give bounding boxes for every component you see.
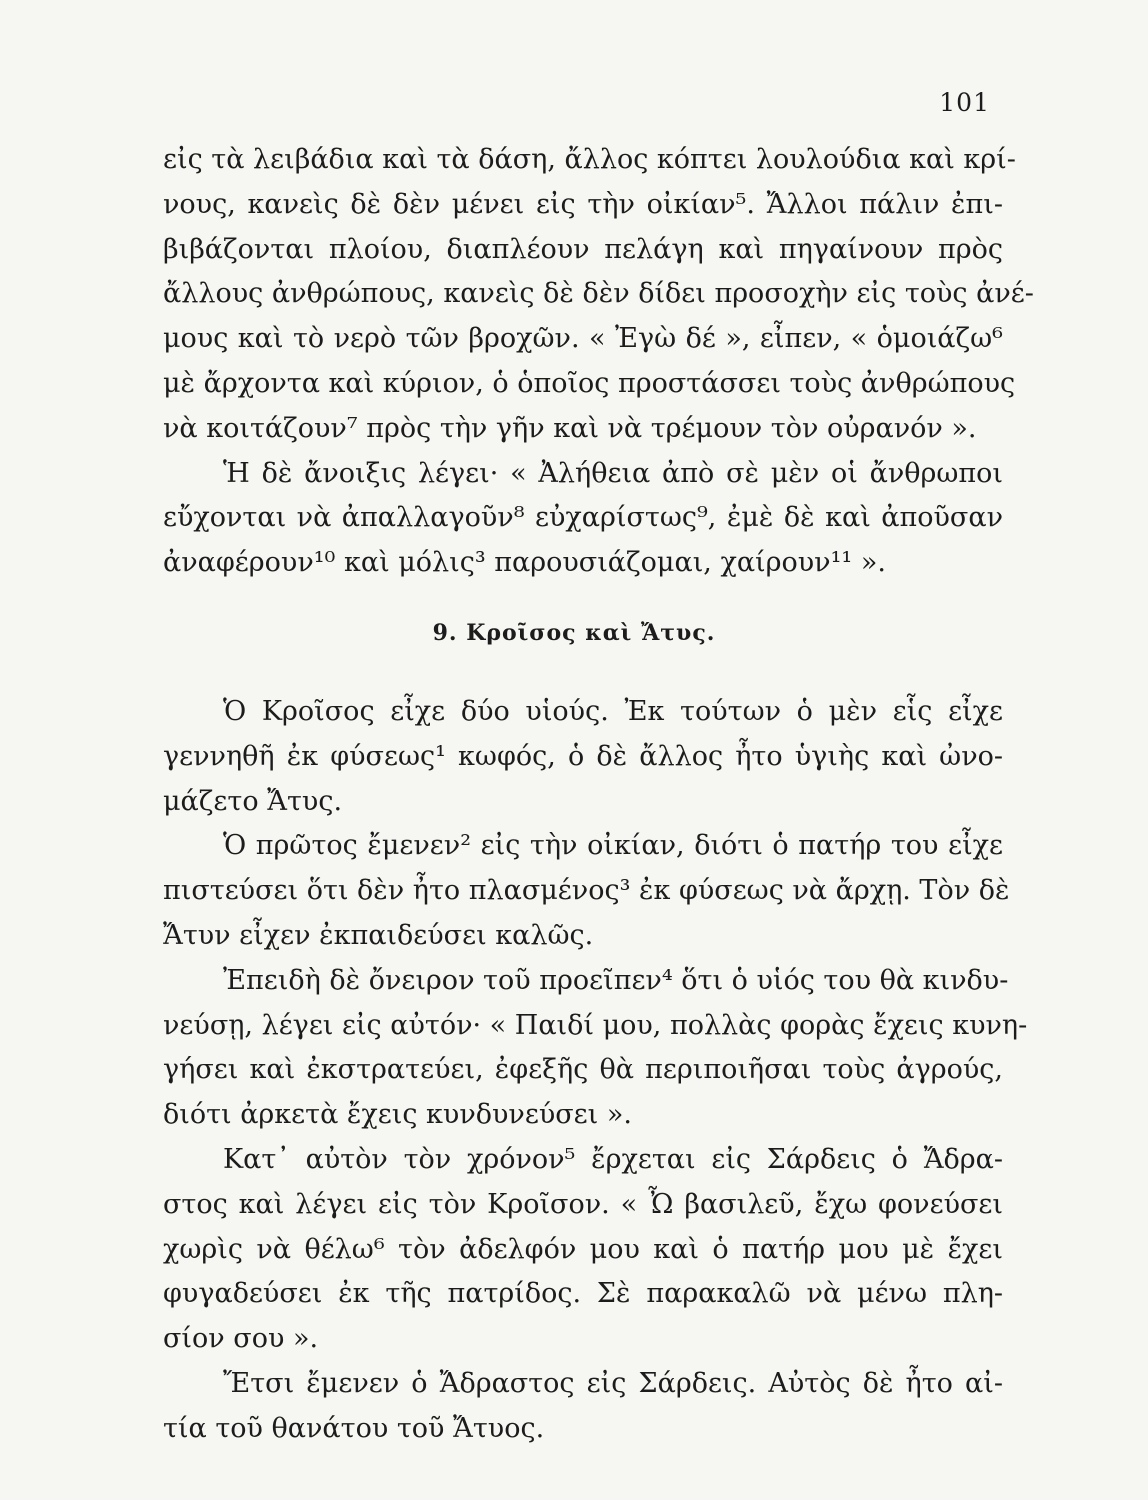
text-line: μάζετο Ἄτυς. <box>163 785 343 817</box>
text-line: στος καὶ λέγει εἰς τὸν Κροῖσον. « Ὦ βασιλεῦ, ἔχω φονεύσει <box>163 1188 1003 1220</box>
text-line: γήσει καὶ ἐκστρατεύει, ἐφεξῆς θὰ περιποιῆσαι τοὺς ἀγρούς, <box>163 1054 1003 1086</box>
text-line: μὲ ἄρχοντα καὶ κύριον, ὁ ὁποῖος προστάσσει τοὺς ἀνθρώπους <box>163 367 1016 399</box>
text-block-2 <box>163 690 1028 1452</box>
text-line: νεύσῃ, λέγει εἰς αὐτόν· « Παιδί μου, πολλὰς φορὰς ἔχεις κυνη- <box>163 1009 1028 1041</box>
text-line: βιβάζονται πλοίου, διαπλέουν πελάγη καὶ πηγαίνουν πρὸς <box>163 233 1003 265</box>
text-line: εὔχονται νὰ ἀπαλλαγοῦν⁸ εὐχαρίστως⁹, ἐμὲ δὲ καὶ ἀποῦσαν <box>163 502 1003 534</box>
text-line: νὰ κοιτάζουν⁷ πρὸς τὴν γῆν καὶ νὰ τρέμουν τὸν οὐρανόν ». <box>163 412 977 444</box>
section-heading: 9. Κροῖσος καὶ Ἄτυς. <box>432 620 716 646</box>
text-block-1 <box>163 138 1034 586</box>
text-line: εἰς τὰ λειβάδια καὶ τὰ δάση, ἄλλος κόπτει λουλούδια καὶ κρί- <box>163 144 1016 175</box>
text-line: νους, κανεὶς δὲ δὲν μένει εἰς τὴν οἰκίαν⁵. Ἄλλοι πάλιν ἐπι- <box>163 188 1003 220</box>
text-line: διότι ἀρκετὰ ἔχεις κυνδυνεύσει ». <box>163 1099 632 1131</box>
text-line: μους καὶ τὸ νερὸ τῶν βροχῶν. « Ἐγὼ δέ », εἶπεν, « ὁμοιάζω⁶ <box>163 323 1003 355</box>
text-line: Ἡ δὲ ἄνοιξις λέγει· « Ἀλήθεια ἀπὸ σὲ μὲν οἱ ἄνθρωποι <box>223 457 1003 489</box>
text-line: ἄλλους ἀνθρώπους, κανεὶς δὲ δὲν δίδει προσοχὴν εἰς τοὺς ἀνέ- <box>163 278 1034 310</box>
text-line: Ἔτσι ἔμενεν ὁ Ἄδραστος εἰς Σάρδεις. Αὐτὸς δὲ ἦτο αἰ- <box>223 1367 1003 1399</box>
text-line: σίον σου ». <box>163 1323 319 1355</box>
text-line: τία τοῦ θανάτου τοῦ Ἄτυος. <box>163 1412 545 1444</box>
text-line: φυγαδεύσει ἐκ τῆς πατρίδος. Σὲ παρακαλῶ νὰ μένω πλη- <box>163 1278 1003 1310</box>
text-line: Ἄτυν εἶχεν ἐκπαιδεύσει καλῶς. <box>163 919 594 951</box>
text-line: ἀναφέρουν¹⁰ καὶ μόλις³ παρουσιάζομαι, χαίρουν¹¹ ». <box>163 547 886 579</box>
text-line: Ἐπειδὴ δὲ ὄνειρον τοῦ προεῖπεν⁴ ὅτι ὁ υἱός του θὰ κινδυ- <box>223 964 1009 996</box>
page-number: 101 <box>939 88 990 117</box>
text-line: χωρὶς νὰ θέλω⁶ τὸν ἀδελφόν μου καὶ ὁ πατήρ μου μὲ ἔχει <box>163 1233 1003 1265</box>
text-line: Ὁ Κροῖσος εἶχε δύο υἱούς. Ἐκ τούτων ὁ μὲν εἷς εἶχε <box>223 696 1003 727</box>
text-line: Κατ᾽ αὐτὸν τὸν χρόνον⁵ ἔρχεται εἰς Σάρδεις ὁ Ἄδρα- <box>223 1143 1003 1175</box>
text-line: πιστεύσει ὅτι δὲν ἦτο πλασμένος³ ἐκ φύσεως νὰ ἄρχῃ. Τὸν δὲ <box>163 875 1010 907</box>
text-line: γεννηθῆ ἐκ φύσεως¹ κωφός, ὁ δὲ ἄλλος ἦτο ὑγιὴς καὶ ὠνο- <box>163 740 1003 772</box>
text-line: Ὁ πρῶτος ἔμενεν² εἰς τὴν οἰκίαν, διότι ὁ πατήρ του εἶχε <box>223 830 1003 862</box>
